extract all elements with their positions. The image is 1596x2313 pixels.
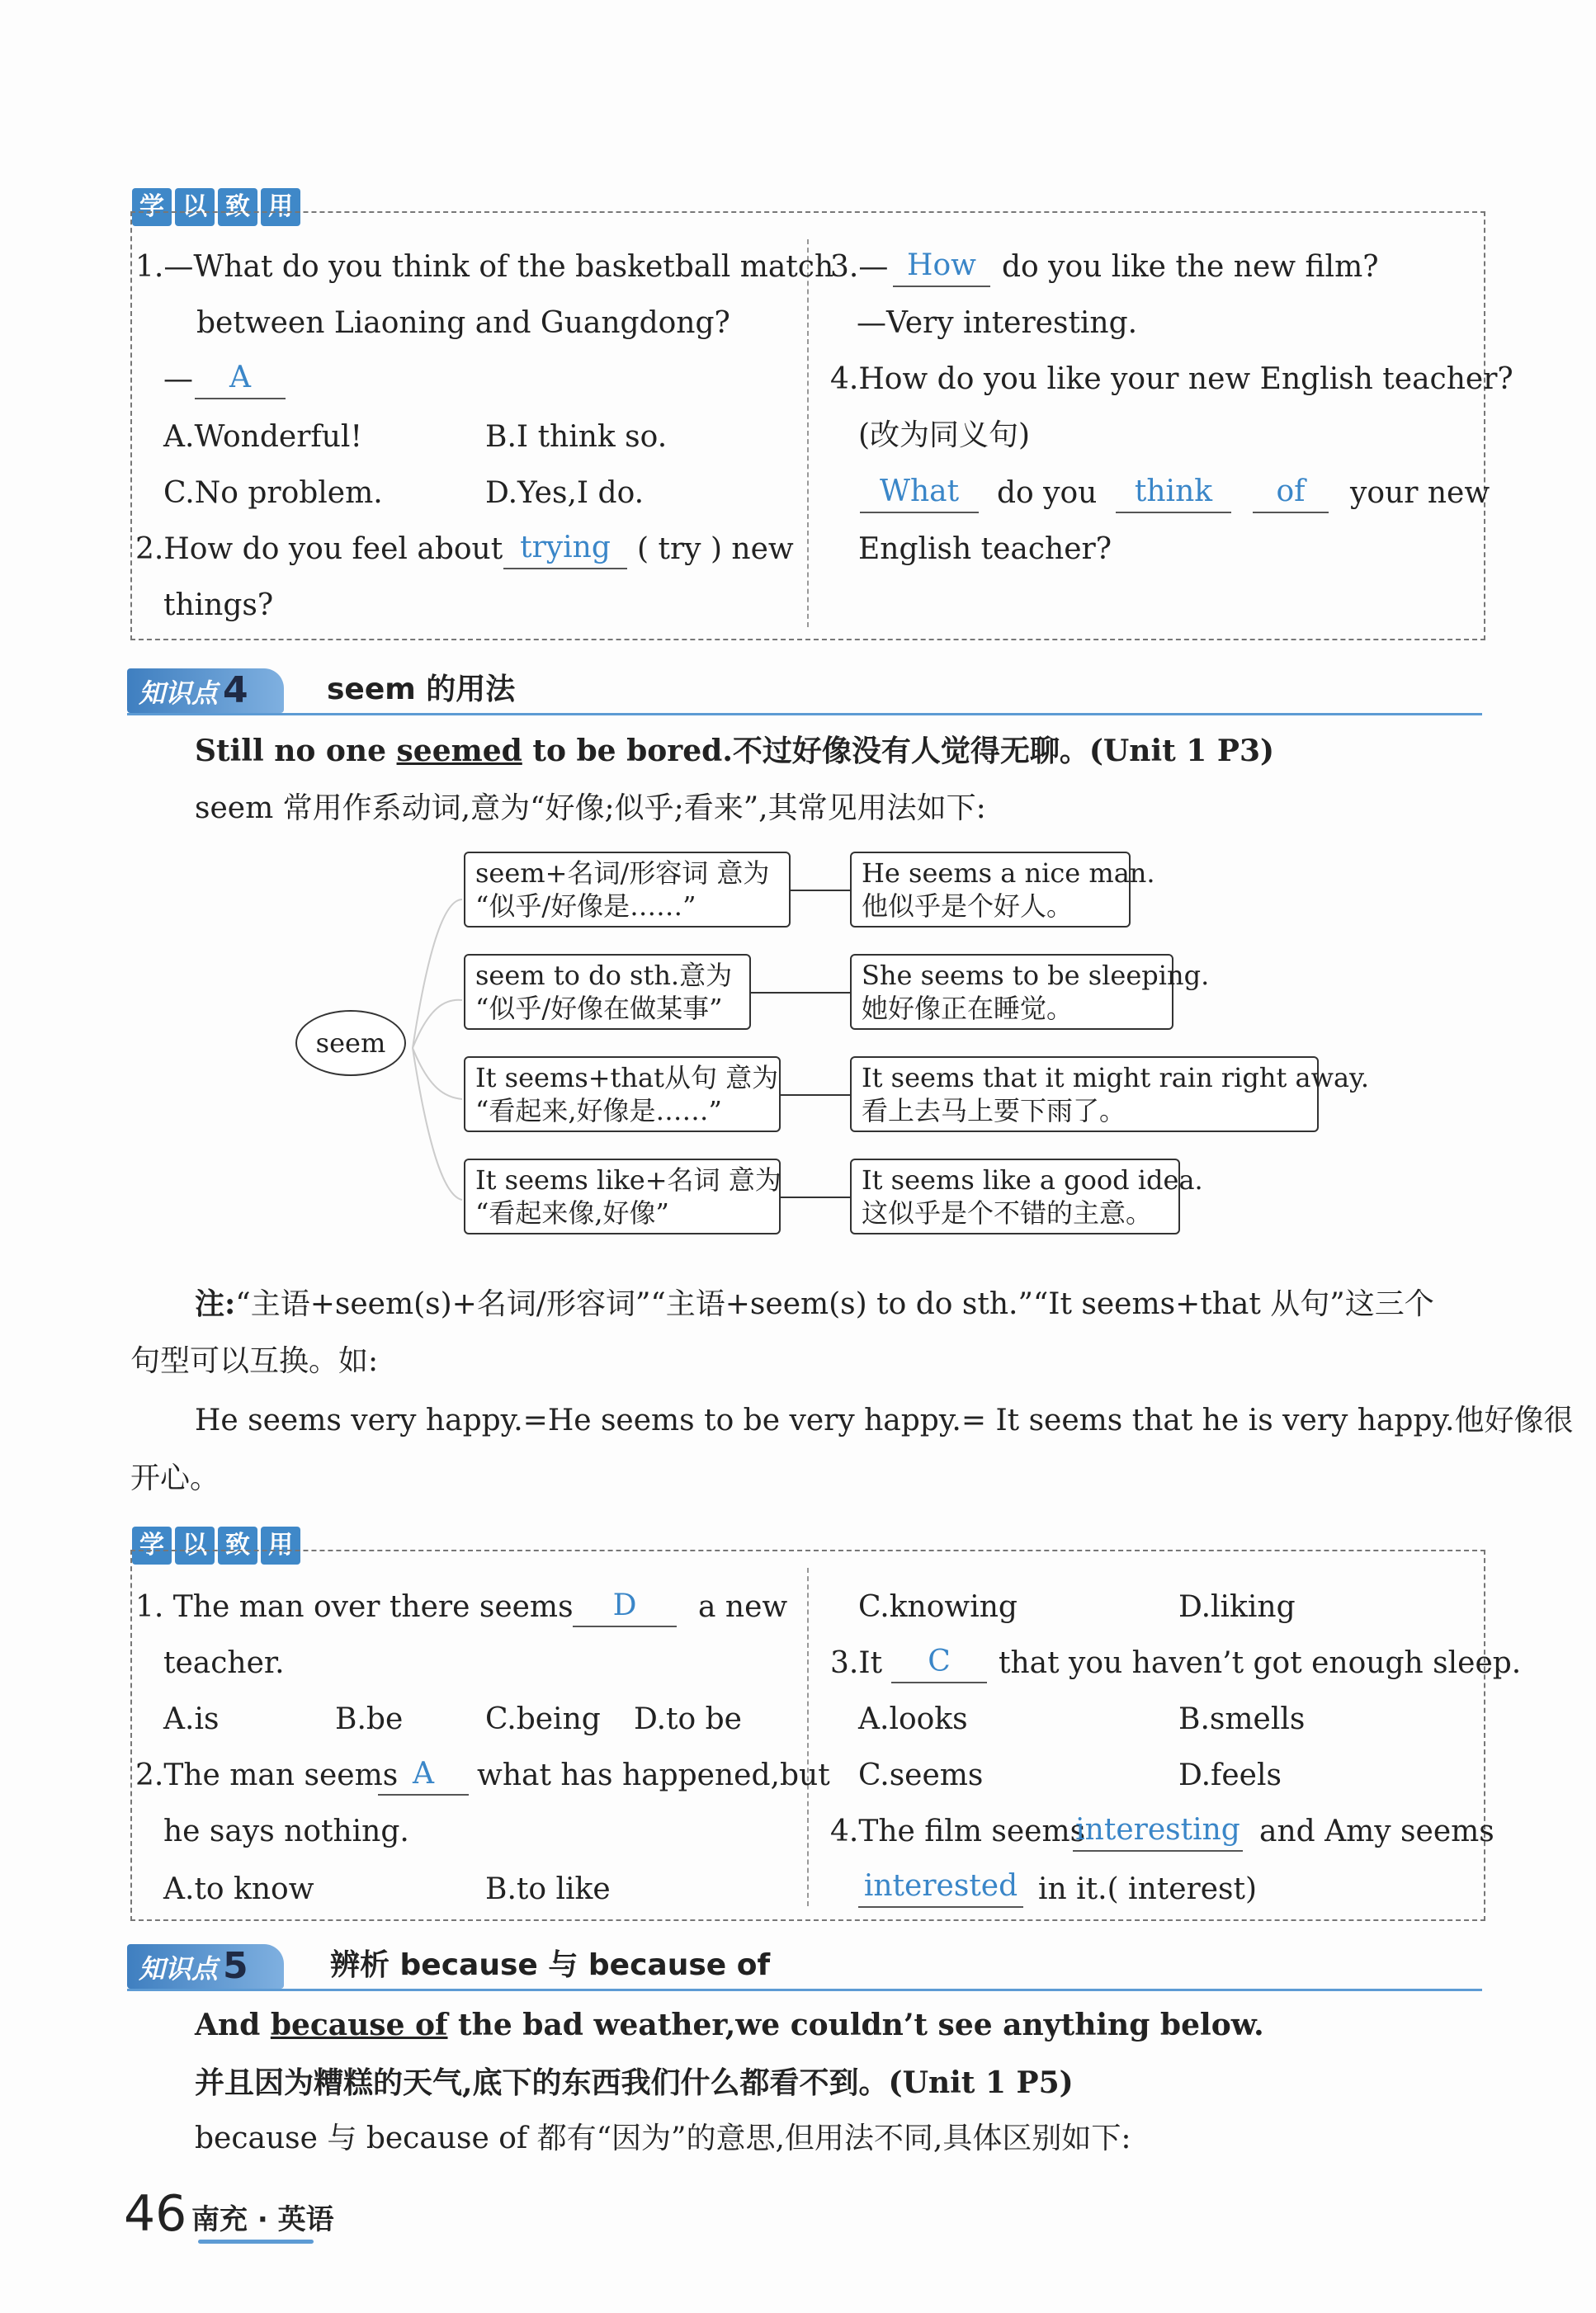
- answer-blank[interactable]: of: [1253, 474, 1329, 513]
- practice-char: 学: [132, 188, 172, 226]
- footer-accent: [198, 2240, 314, 2244]
- mindmap-rule-2: [464, 954, 751, 1030]
- kp4-note-line2: 句型可以互换。如:: [130, 1344, 379, 1378]
- option-b: B.I think so.: [485, 420, 668, 454]
- kp5-translation: 并且因为糟糕的天气,底下的东西我们什么都看不到。(Unit 1 P5): [195, 2065, 1074, 2100]
- rule-line: It seems+that从句 意为: [475, 1062, 779, 1093]
- example-line: 看上去马上要下雨了。: [862, 1095, 1126, 1126]
- practice-char: 以: [175, 188, 215, 226]
- answer-blank[interactable]: A: [378, 1756, 469, 1796]
- knowledge-point-tag-4: [127, 668, 284, 713]
- s2-question-1-text: 1. The man over there seems: [135, 1590, 574, 1624]
- s2-question-3-prefix: 3.It: [830, 1646, 883, 1680]
- answer-dash: —: [163, 362, 193, 396]
- question-3-prefix: 3.—: [830, 250, 889, 284]
- mindmap-rule-1: [464, 852, 791, 928]
- kp4-note: [195, 1286, 1434, 1323]
- option-c: C.knowing: [858, 1590, 1018, 1624]
- mindmap-link: [781, 1094, 850, 1096]
- kp4-intro: seem 常用作系动词,意为“好像;似乎;看来”,其常见用法如下:: [195, 791, 986, 825]
- option-a: A.Wonderful!: [163, 420, 362, 454]
- option-d: D.feels: [1178, 1758, 1282, 1792]
- answer-blank[interactable]: D: [573, 1588, 677, 1627]
- kp5-title: 辨析 because 与 because of: [330, 1948, 771, 1982]
- s2-question-1-post: a new: [698, 1590, 788, 1624]
- kp4-example-key: seemed: [396, 734, 522, 768]
- question-1-line1: 1.—What do you think of the basketball match: [135, 250, 834, 284]
- mindmap-link: [781, 1197, 850, 1198]
- practice-char: 致: [218, 1527, 257, 1565]
- mindmap-link: [791, 890, 850, 891]
- rule-line: “看起来像,好像”: [475, 1197, 669, 1229]
- kp5-intro: because 与 because of 都有“因为”的意思,但用法不同,具体区别如下:: [195, 2122, 1131, 2155]
- question-2-text: 2.How do you feel about: [135, 532, 503, 566]
- answer-blank[interactable]: What: [860, 474, 979, 513]
- mindmap-example-1: [850, 852, 1155, 928]
- example-line: It seems like a good idea.: [862, 1164, 1203, 1196]
- kp5-example-key: because of: [270, 2008, 448, 2042]
- answer-blank[interactable]: C: [891, 1644, 987, 1683]
- footer-label: 南充 · 英语: [191, 2203, 334, 2236]
- option-a: A.looks: [858, 1702, 968, 1736]
- practice-char: 用: [261, 1527, 300, 1565]
- mindmap-example-4: [850, 1159, 1203, 1234]
- example-line: She seems to be sleeping.: [862, 960, 1210, 991]
- column-divider: [807, 1568, 809, 1906]
- kp4-underline: [127, 713, 1482, 715]
- kp-tag-text: 知识点: [139, 677, 219, 709]
- question-3-line2: —Very interesting.: [857, 306, 1138, 340]
- note-label: 注:: [195, 1286, 236, 1321]
- question-3-text: do you like the new film?: [1002, 250, 1379, 284]
- kp4-example: [195, 733, 1274, 769]
- question-1-line2: between Liaoning and Guangdong?: [196, 306, 730, 340]
- practice-char: 致: [218, 188, 257, 226]
- kp4-example2-line2: 开心。: [130, 1461, 220, 1495]
- question-4-instruction: (改为同义句): [858, 418, 1031, 452]
- kp4-example2-line1: He seems very happy.=He seems to be very happy.= It seems that he is very happy.他好像很: [195, 1404, 1574, 1437]
- option-c: C.being: [485, 1702, 601, 1736]
- mindmap-rule-3: [464, 1056, 781, 1132]
- option-c: C.No problem.: [163, 476, 383, 510]
- answer-blank[interactable]: A: [195, 360, 286, 399]
- s2-question-3-text: that you haven’t got enough sleep.: [999, 1646, 1522, 1680]
- practice-char: 以: [175, 1527, 215, 1565]
- option-b: B.smells: [1178, 1702, 1306, 1736]
- option-d: D.liking: [1178, 1590, 1296, 1624]
- example-line: He seems a nice man.: [862, 857, 1155, 889]
- option-b: B.to like: [485, 1872, 611, 1906]
- question-4-mid: do you: [997, 476, 1098, 510]
- practice-char: 学: [132, 1527, 172, 1565]
- mindmap-center: seem: [295, 1010, 406, 1076]
- knowledge-point-tag-5: [127, 1944, 284, 1989]
- example-line: 她好像正在睡觉。: [862, 993, 1074, 1024]
- rule-line: seem to do sth.意为: [475, 960, 733, 991]
- question-4-post: your new: [1350, 476, 1490, 510]
- answer-blank[interactable]: How: [893, 248, 990, 287]
- s2-question-1-line2: teacher.: [163, 1646, 285, 1680]
- question-2-line2: things?: [163, 588, 274, 622]
- mindmap-link: [751, 992, 850, 994]
- mindmap-rule-4: [464, 1159, 781, 1234]
- kp5-underline: [127, 1989, 1482, 1991]
- example-line: 他似乎是个好人。: [862, 890, 1074, 922]
- s2-question-4-mid: and Amy seems: [1259, 1815, 1494, 1848]
- example-line: 这似乎是个不错的主意。: [862, 1197, 1153, 1229]
- answer-blank[interactable]: think: [1116, 474, 1231, 513]
- kp5-example-pre: And: [195, 2008, 271, 2042]
- kp4-example-post: to be bored.不过好像没有人觉得无聊。(Unit 1 P3): [522, 734, 1275, 768]
- rule-line: “似乎/好像在做某事”: [475, 993, 723, 1024]
- kp-number: 4: [223, 669, 248, 711]
- kp5-example-post: the bad weather,we couldn’t see anything below.: [447, 2008, 1264, 2042]
- option-a: A.is: [163, 1702, 220, 1736]
- kp-tag-text: 知识点: [139, 1953, 219, 1985]
- question-4-line4: English teacher?: [858, 532, 1112, 566]
- kp4-example-pre: Still no one: [195, 734, 397, 768]
- option-a: A.to know: [163, 1872, 314, 1906]
- mindmap-example-3: [850, 1056, 1370, 1132]
- kp-number: 5: [223, 1945, 248, 1987]
- rule-line: seem+名词/形容词 意为: [475, 857, 770, 889]
- example-line: It seems that it might rain right away.: [862, 1062, 1370, 1093]
- rule-line: “看起来,好像是……”: [475, 1095, 722, 1126]
- mindmap-example-2: [850, 954, 1210, 1030]
- answer-blank[interactable]: trying: [503, 530, 627, 569]
- kp4-title: seem 的用法: [327, 673, 516, 706]
- page-number: 46: [124, 2185, 187, 2243]
- s2-question-2-post: what has happened,but: [477, 1758, 830, 1792]
- option-d: D.to be: [634, 1702, 742, 1736]
- s2-question-4-post: in it.( interest): [1038, 1872, 1258, 1906]
- option-d: D.Yes,I do.: [485, 476, 645, 510]
- practice-char: 用: [261, 188, 300, 226]
- s2-question-2-line2: he says nothing.: [163, 1815, 409, 1848]
- rule-line: It seems like+名词 意为: [475, 1164, 781, 1196]
- answer-blank[interactable]: interesting: [1073, 1812, 1243, 1852]
- kp5-example: [195, 2007, 1264, 2043]
- option-b: B.be: [335, 1702, 404, 1736]
- column-divider: [807, 239, 809, 627]
- s2-question-4-text: 4.The film seems: [830, 1815, 1086, 1848]
- s2-question-2-text: 2.The man seems: [135, 1758, 399, 1792]
- option-c: C.seems: [858, 1758, 984, 1792]
- note-text: “主语+seem(s)+名词/形容词”“主语+seem(s) to do sth.”“It seems+that 从句”这三个: [235, 1287, 1434, 1321]
- question-2-hint: ( try ) new: [637, 532, 794, 566]
- question-4-line1: 4.How do you like your new English teacher?: [830, 362, 1513, 396]
- answer-blank[interactable]: interested: [858, 1868, 1023, 1908]
- rule-line: “似乎/好像是……”: [475, 890, 696, 922]
